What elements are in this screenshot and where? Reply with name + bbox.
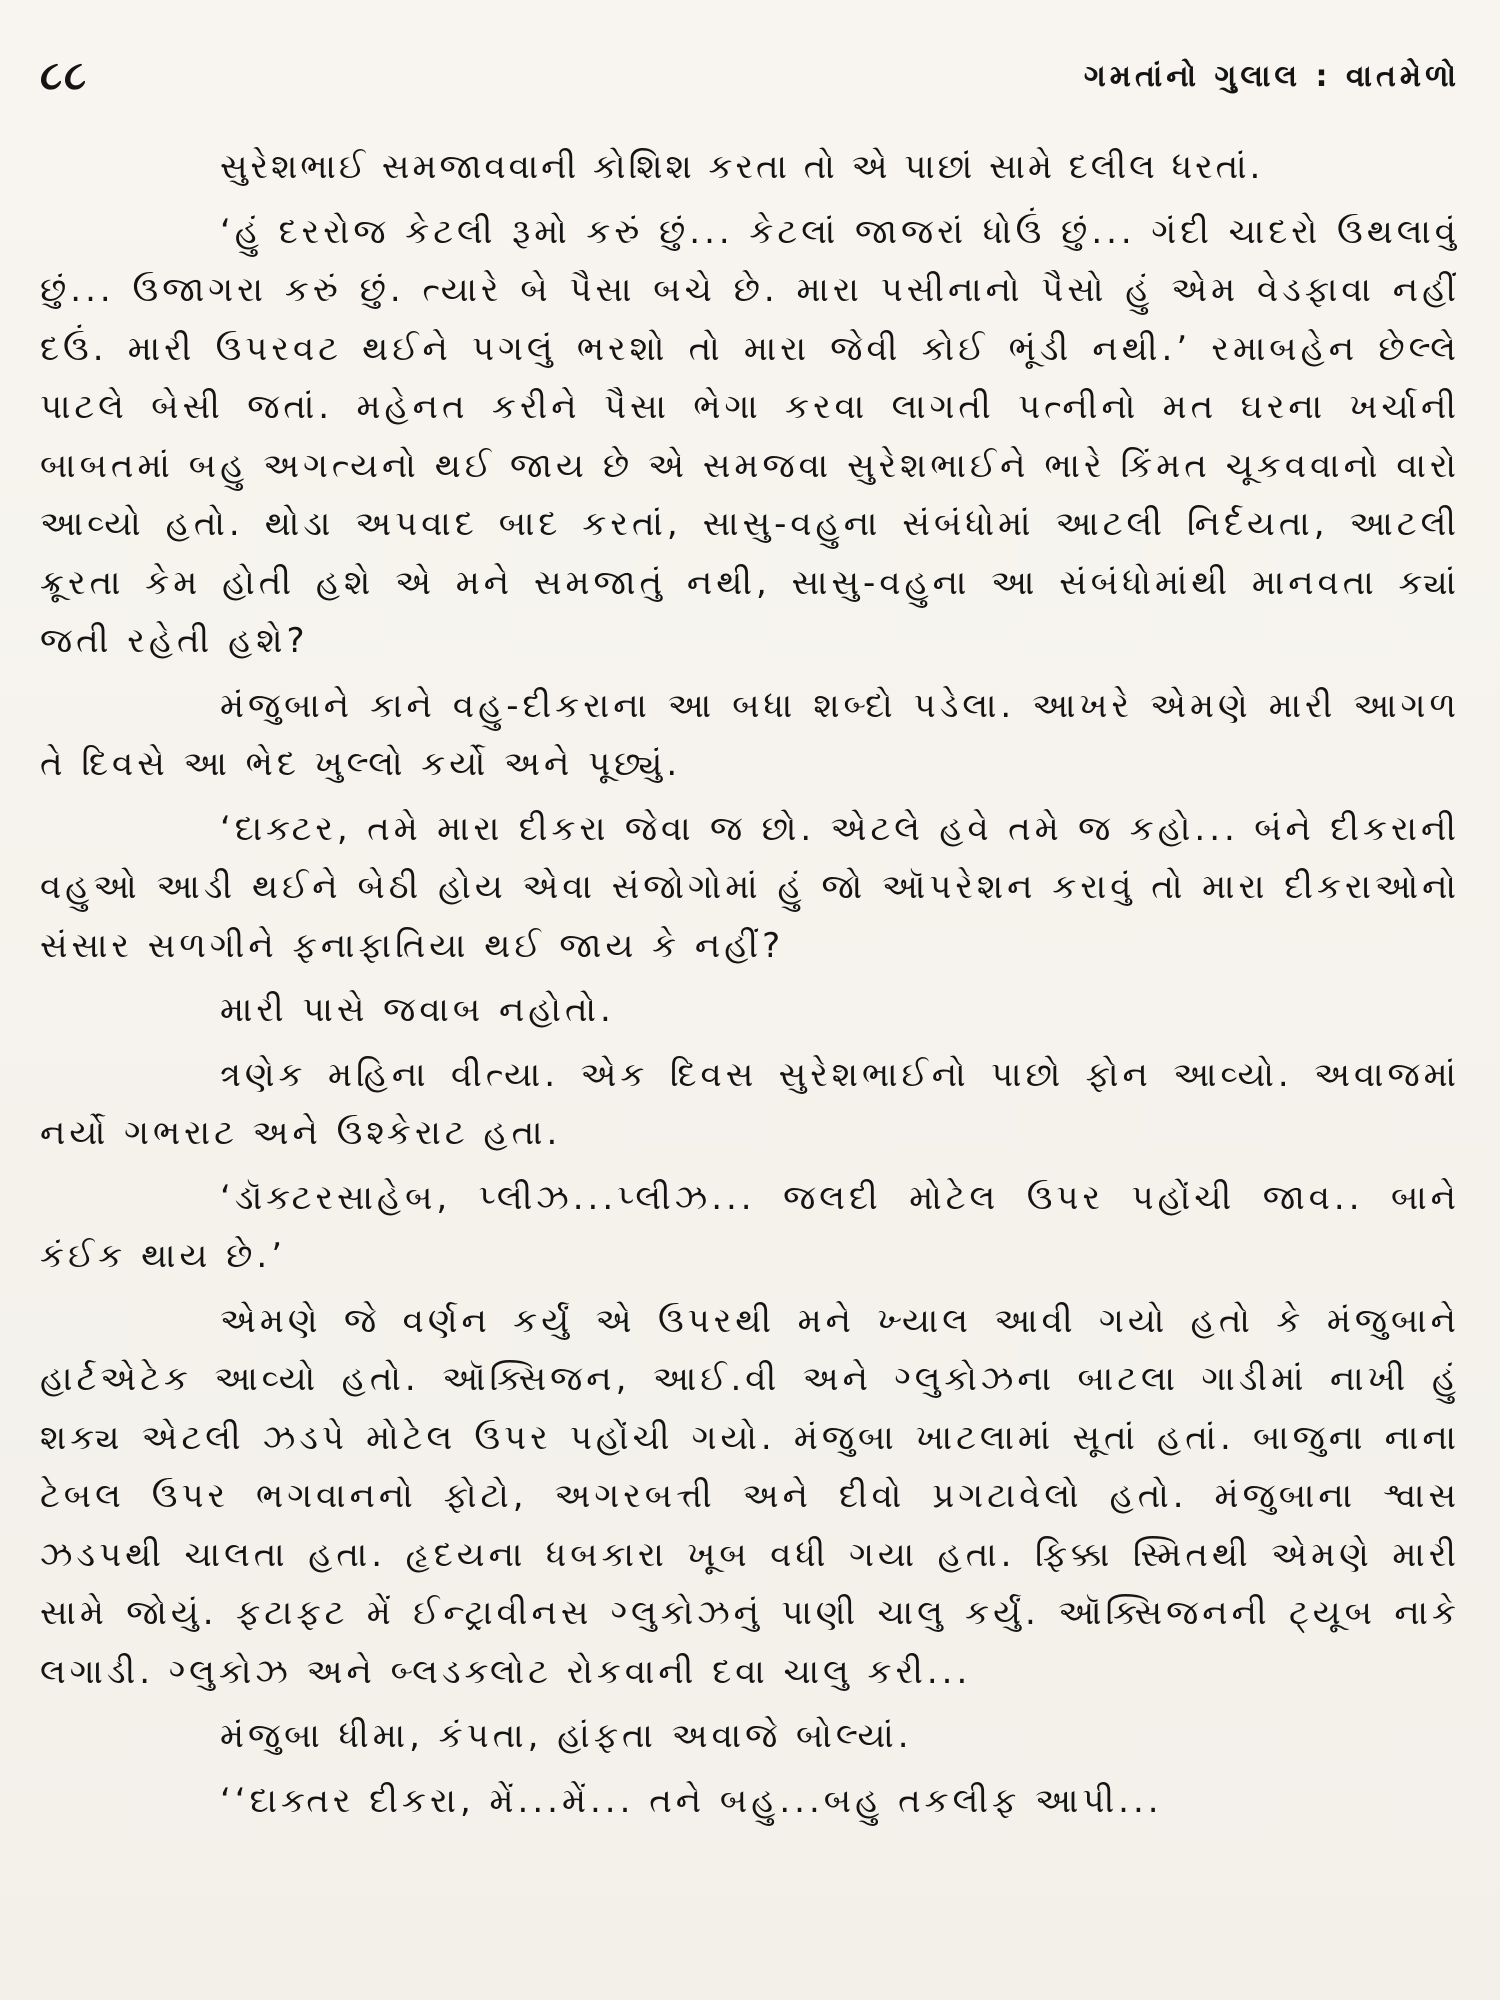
paragraph-8: એમણે જે વર્ણન કર્યું એ ઉપરથી મને ખ્યાલ આવી ગયો હતો કે મંજુબાને હાર્ટએટેક આવ્યો હતો. ઑક્સિજન, આઈ.વી અને ગ્લુકોઝના બાટલા ગાડીમાં નાખી હું શક્ય એટલી ઝડપે મોટેલ ઉપર પહોંચી ગયો. મંજુબા ખાટલામાં સૂતાં હતાં. બાજુના નાના ટેબલ ઉપર ભગવાનનો ફોટો, અગરબત્તી અને દીવો પ્રગટાવેલો હતો. મંજુબાના શ્વાસ ઝડપથી ચાલતા હતા. હૃદયના ધબકારા ખૂબ વધી ગયા હતા. ફિક્કા સ્મિતથી એમણે મારી સામે જોયું. ફટાફટ મેં ઈન્ટ્રાવીનસ ગ્લુકોઝનું પાણી ચાલુ કર્યું. ઑક્સિજનની ટ્યૂબ નાકે લગાડી. ગ્લુકોઝ અને બ્લડક્લોટ રોકવાની દવા ચાલુ કરી... — [40, 1300, 1460, 1692]
paragraph-2: ‘હું દરરોજ કેટલી રૂમો કરું છું... કેટલાં જાજરાં ધોઉં છું... ગંદી ચાદરો ઉથલાવું છું... ઉજાગરા કરું છું. ત્યારે બે પૈસા બચે છે. મારા પસીનાનો પૈસો હું એમ વેડફાવા નહીં દઉં. મારી ઉપરવટ થઈને પગલું ભરશો તો મારા જેવી કોઈ ભૂંડી નથી.’ રમાબહેન છેલ્લે પાટલે બેસી જતાં. મહેનત કરીને પૈસા ભેગા કરવા લાગતી પત્નીનો મત ઘરના ખર્ચાની બાબતમાં બહુ અગત્યનો થઈ જાય છે એ સમજવા સુરેશભાઈને ભારે કિંમત ચૂકવવાનો વારો આવ્યો હતો. થોડા અપવાદ બાદ કરતાં, સાસુ-વહુના સંબંધોમાં આટલી નિર્દયતા, આટલી ક્રૂરતા કેમ હોતી હશે એ મને સમજાતું નથી, સાસુ-વહુના આ સંબંધોમાંથી માનવતા ક્યાં જતી રહેતી હશે? — [40, 211, 1460, 661]
paragraph-9: મંજુબા ધીમા, કંપતા, હાંફતા અવાજે બોલ્યાં. — [220, 1716, 913, 1756]
page-number: ૮૮ — [40, 53, 88, 99]
paragraph-3: મંજુબાને કાને વહુ-દીકરાના આ બધા શબ્દો પડેલા. આખરે એમણે મારી આગળ તે દિવસે આ ભેદ ખુલ્લો કર્યો અને પૂછ્યું. — [40, 685, 1460, 784]
paragraph-5: મારી પાસે જવાબ નહોતો. — [220, 990, 615, 1030]
paragraph-4: ‘દાક્ટર, તમે મારા દીકરા જેવા જ છો. એટલે હવે તમે જ કહો... બંને દીકરાની વહુઓ આડી થઈને બેઠી હોય એવા સંજોગોમાં હું જો ઑપરેશન કરાવું તો મારા દીકરાઓનો સંસાર સળગીને ફનાફાતિયા થઈ જાય કે નહીં? — [40, 808, 1460, 966]
page-header — [40, 46, 1460, 106]
body-text — [40, 138, 1460, 1836]
paragraph-7: ‘ડૉક્ટરસાહેબ, પ્લીઝ...પ્લીઝ... જલદી મોટેલ ઉપર પહોંચી જાવ.. બાને કંઈક થાય છે.’ — [40, 1177, 1460, 1276]
running-title: ગમતાંનો ગુલાલ : વાતમેળો — [1083, 58, 1460, 94]
paragraph-10: ‘‘દાક્તર દીકરા, મેં...મેં... તને બહુ...બહુ તકલીફ આપી... — [220, 1780, 1163, 1821]
paragraph-6: ત્રણેક મહિના વીત્યા. એક દિવસ સુરેશભાઈનો પાછો ફોન આવ્યો. અવાજમાં નર્યો ગભરાટ અને ઉશ્કેરાટ હતા. — [40, 1054, 1460, 1153]
paragraph-1: સુરેશભાઈ સમજાવવાની કોશિશ કરતા તો એ પાછાં સામે દલીલ ધરતાં. — [220, 147, 1264, 187]
